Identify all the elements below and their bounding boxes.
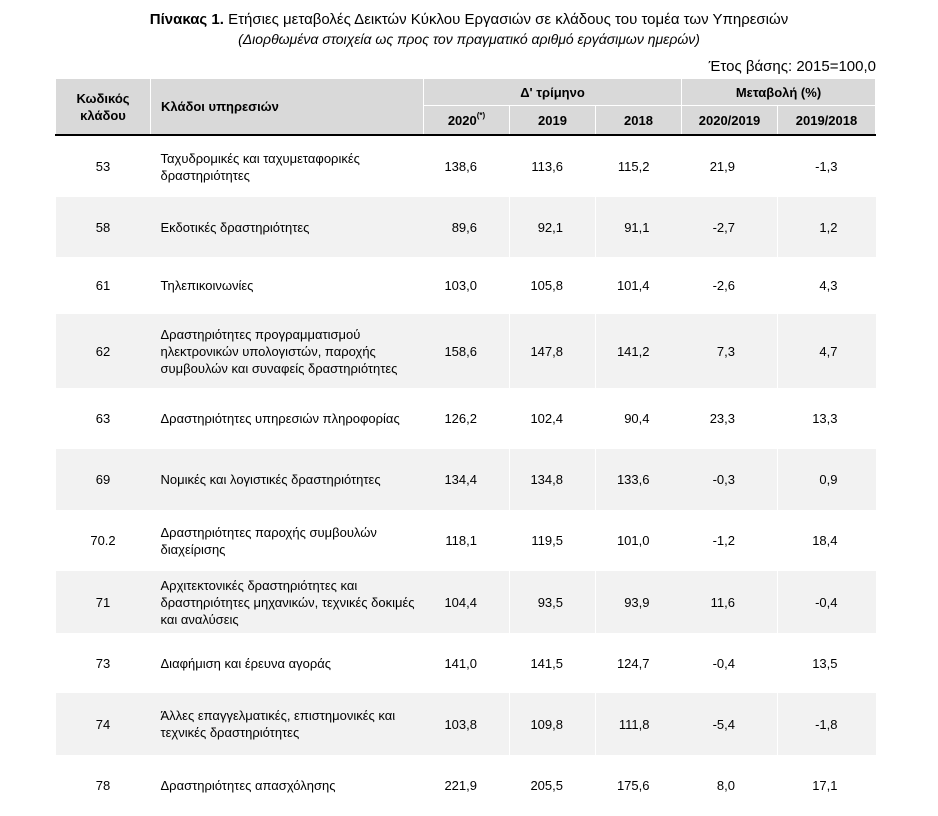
row-sector-name: Διαφήμιση και έρευνα αγοράς	[151, 633, 424, 693]
header-year-2020-label: 2020	[447, 112, 477, 128]
row-code: 53	[56, 135, 151, 197]
row-sector-name: Νομικές και λογιστικές δραστηριότητες	[151, 449, 424, 510]
row-value-2018: 101,4	[596, 257, 682, 314]
table-subtitle: (Διορθωμένα στοιχεία ως προς τον πραγματικό αριθμό εργάσιμων ημερών)	[238, 31, 700, 47]
header-code-line2: κλάδου	[80, 107, 126, 123]
row-change-2020-2019: -2,7	[682, 197, 778, 257]
row-code: 73	[56, 633, 151, 693]
table-row	[56, 571, 876, 633]
row-value-2020: 103,8	[424, 693, 510, 755]
row-value-2020: 89,6	[424, 197, 510, 257]
row-value-2020: 134,4	[424, 449, 510, 510]
row-value-2020: 138,6	[424, 135, 510, 197]
table-row	[56, 633, 876, 693]
row-change-2020-2019: -0,3	[682, 449, 778, 510]
row-change-2019-2018: 17,1	[778, 755, 876, 815]
row-sector-name: Εκδοτικές δραστηριότητες	[151, 197, 424, 257]
row-value-2020: 221,9	[424, 755, 510, 815]
row-value-2018: 124,7	[596, 633, 682, 693]
row-change-2019-2018: 1,2	[778, 197, 876, 257]
row-value-2020: 158,6	[424, 314, 510, 388]
row-change-2020-2019: 11,6	[682, 571, 778, 633]
row-code: 61	[56, 257, 151, 314]
row-value-2019: 105,8	[510, 257, 596, 314]
row-value-2020: 118,1	[424, 510, 510, 571]
row-change-2020-2019: -1,2	[682, 510, 778, 571]
row-value-2019: 134,8	[510, 449, 596, 510]
row-sector-name: Αρχιτεκτονικές δραστηριότητες και δραστηριότητες μηχανικών, τεχνικές δοκιμές και αναλύσεις	[151, 571, 424, 633]
header-year-2020	[424, 106, 510, 136]
table-row	[56, 314, 876, 388]
row-change-2019-2018: 4,7	[778, 314, 876, 388]
row-code: 71	[56, 571, 151, 633]
services-turnover-table	[55, 78, 876, 815]
row-code: 62	[56, 314, 151, 388]
row-sector-name: Ταχυδρομικές και ταχυμεταφορικές δραστηριότητες	[151, 135, 424, 197]
row-sector-name: Δραστηριότητες υπηρεσιών πληροφορίας	[151, 388, 424, 449]
row-value-2019: 113,6	[510, 135, 596, 197]
row-value-2019: 92,1	[510, 197, 596, 257]
row-code: 63	[56, 388, 151, 449]
row-sector-name: Δραστηριότητες προγραμματισμού ηλεκτρονικών υπολογιστών, παροχής συμβουλών και συναφείς δραστηριότητες	[151, 314, 424, 388]
row-code: 74	[56, 693, 151, 755]
row-value-2020: 103,0	[424, 257, 510, 314]
row-value-2020: 141,0	[424, 633, 510, 693]
row-change-2019-2018: 4,3	[778, 257, 876, 314]
header-code-line1: Κωδικός	[76, 90, 130, 106]
table-row	[56, 510, 876, 571]
row-change-2020-2019: 8,0	[682, 755, 778, 815]
row-value-2019: 147,8	[510, 314, 596, 388]
row-value-2018: 115,2	[596, 135, 682, 197]
row-code: 58	[56, 197, 151, 257]
row-value-2019: 119,5	[510, 510, 596, 571]
row-value-2018: 141,2	[596, 314, 682, 388]
table-body	[56, 135, 876, 815]
row-change-2020-2019: -2,6	[682, 257, 778, 314]
row-change-2019-2018: 13,5	[778, 633, 876, 693]
row-code: 78	[56, 755, 151, 815]
row-value-2019: 141,5	[510, 633, 596, 693]
row-sector-name: Δραστηριότητες παροχής συμβουλών διαχείρισης	[151, 510, 424, 571]
row-value-2018: 91,1	[596, 197, 682, 257]
row-change-2019-2018: 0,9	[778, 449, 876, 510]
row-value-2018: 101,0	[596, 510, 682, 571]
table-caption	[0, 10, 938, 49]
row-value-2018: 133,6	[596, 449, 682, 510]
table-row	[56, 755, 876, 815]
row-value-2019: 93,5	[510, 571, 596, 633]
row-value-2020: 104,4	[424, 571, 510, 633]
row-change-2019-2018: -0,4	[778, 571, 876, 633]
row-value-2019: 205,5	[510, 755, 596, 815]
row-value-2020: 126,2	[424, 388, 510, 449]
header-change: Μεταβολή (%)	[682, 79, 876, 106]
table-row	[56, 693, 876, 755]
table-title-text: Ετήσιες μεταβολές Δεικτών Κύκλου Εργασιών σε κλάδους του τομέα των Υπηρεσιών	[223, 11, 789, 28]
row-value-2018: 90,4	[596, 388, 682, 449]
row-value-2019: 109,8	[510, 693, 596, 755]
table-number: Πίνακας 1.	[149, 11, 224, 28]
row-value-2019: 102,4	[510, 388, 596, 449]
row-change-2019-2018: -1,8	[778, 693, 876, 755]
row-sector-name: Άλλες επαγγελματικές, επιστημονικές και τεχνικές δραστηριότητες	[151, 693, 424, 755]
row-change-2019-2018: -1,3	[778, 135, 876, 197]
row-change-2020-2019: 23,3	[682, 388, 778, 449]
header-year-2018: 2018	[596, 106, 682, 136]
row-change-2020-2019: -5,4	[682, 693, 778, 755]
header-year-2020-note: (*)	[476, 110, 486, 120]
header-sector: Κλάδοι υπηρεσιών	[151, 79, 424, 136]
table-title	[0, 10, 938, 30]
table-row	[56, 257, 876, 314]
row-change-2019-2018: 18,4	[778, 510, 876, 571]
row-code: 70.2	[56, 510, 151, 571]
row-value-2018: 111,8	[596, 693, 682, 755]
row-change-2020-2019: 7,3	[682, 314, 778, 388]
table-row	[56, 388, 876, 449]
header-year-2019: 2019	[510, 106, 596, 136]
header-quarter: Δ' τρίμηνο	[424, 79, 682, 106]
row-code: 69	[56, 449, 151, 510]
row-value-2018: 175,6	[596, 755, 682, 815]
header-change-2019-2018: 2019/2018	[778, 106, 876, 136]
table-row	[56, 197, 876, 257]
table-row	[56, 449, 876, 510]
header-change-2020-2019: 2020/2019	[682, 106, 778, 136]
header-code	[56, 79, 151, 136]
row-change-2020-2019: -0,4	[682, 633, 778, 693]
row-change-2019-2018: 13,3	[778, 388, 876, 449]
base-year-note: Έτος βάσης: 2015=100,0	[708, 58, 876, 75]
row-sector-name: Τηλεπικοινωνίες	[151, 257, 424, 314]
row-sector-name: Δραστηριότητες απασχόλησης	[151, 755, 424, 815]
table-row	[56, 135, 876, 197]
row-value-2018: 93,9	[596, 571, 682, 633]
row-change-2020-2019: 21,9	[682, 135, 778, 197]
table-header	[56, 79, 876, 136]
